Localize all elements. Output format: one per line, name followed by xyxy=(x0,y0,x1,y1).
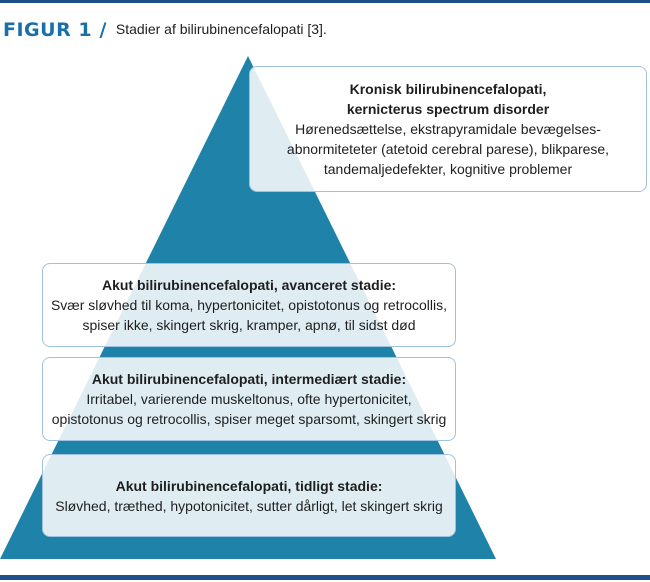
stage-intermediate-desc-line-2: opistotonus og retrocollis, spiser meget sparsomt, skingert skrig xyxy=(51,411,447,427)
stage-advanced-desc-line-1: Svær sløvhed til koma, hypertonicitet, opistotonus og retrocollis, xyxy=(50,297,448,313)
stage-intermediate-box xyxy=(42,357,456,441)
stage-chronic-desc-line-1: Hørenedsættelse, ekstrapyramidale bevægelses- xyxy=(295,121,601,137)
stage-advanced-desc-line-2: spiser ikke, skingert skrig, kramper, apnø, til sidst død xyxy=(82,317,416,333)
stage-early-box xyxy=(42,454,456,537)
bottom-rule xyxy=(0,575,650,580)
stage-advanced-box xyxy=(42,263,456,347)
figure-caption: Stadier af bilirubinencefalopati [3]. xyxy=(115,21,327,37)
stage-chronic-desc-line-3: tandemaljedefekter, kognitive problemer xyxy=(323,161,573,177)
stage-chronic-title-line-2: kernicterus spectrum disorder xyxy=(346,101,550,117)
figure-label: FIGUR 1 xyxy=(3,19,93,41)
stage-early-desc-line-1: Sløvhed, træthed, hypotonicitet, sutter dårligt, let skingert skrig xyxy=(55,497,443,514)
stage-chronic-desc-line-2: abnormiteteter (atetoid cerebral parese), blikparese, xyxy=(286,141,610,157)
stage-intermediate-desc-line-1: Irritabel, varierende muskeltonus, ofte hypertonicitet, xyxy=(86,391,412,407)
stage-chronic-box xyxy=(249,66,647,192)
stage-early-title: Akut bilirubinencefalopati, tidligt stadie: xyxy=(115,477,383,494)
figure-slash: / xyxy=(99,19,107,41)
stage-advanced-title: Akut bilirubinencefalopati, avanceret stadie: xyxy=(101,277,397,293)
stage-intermediate-title: Akut bilirubinencefalopati, intermediært stadie: xyxy=(91,371,407,387)
stage-chronic-title-line-1: Kronisk bilirubinencefalopati, xyxy=(349,81,547,97)
